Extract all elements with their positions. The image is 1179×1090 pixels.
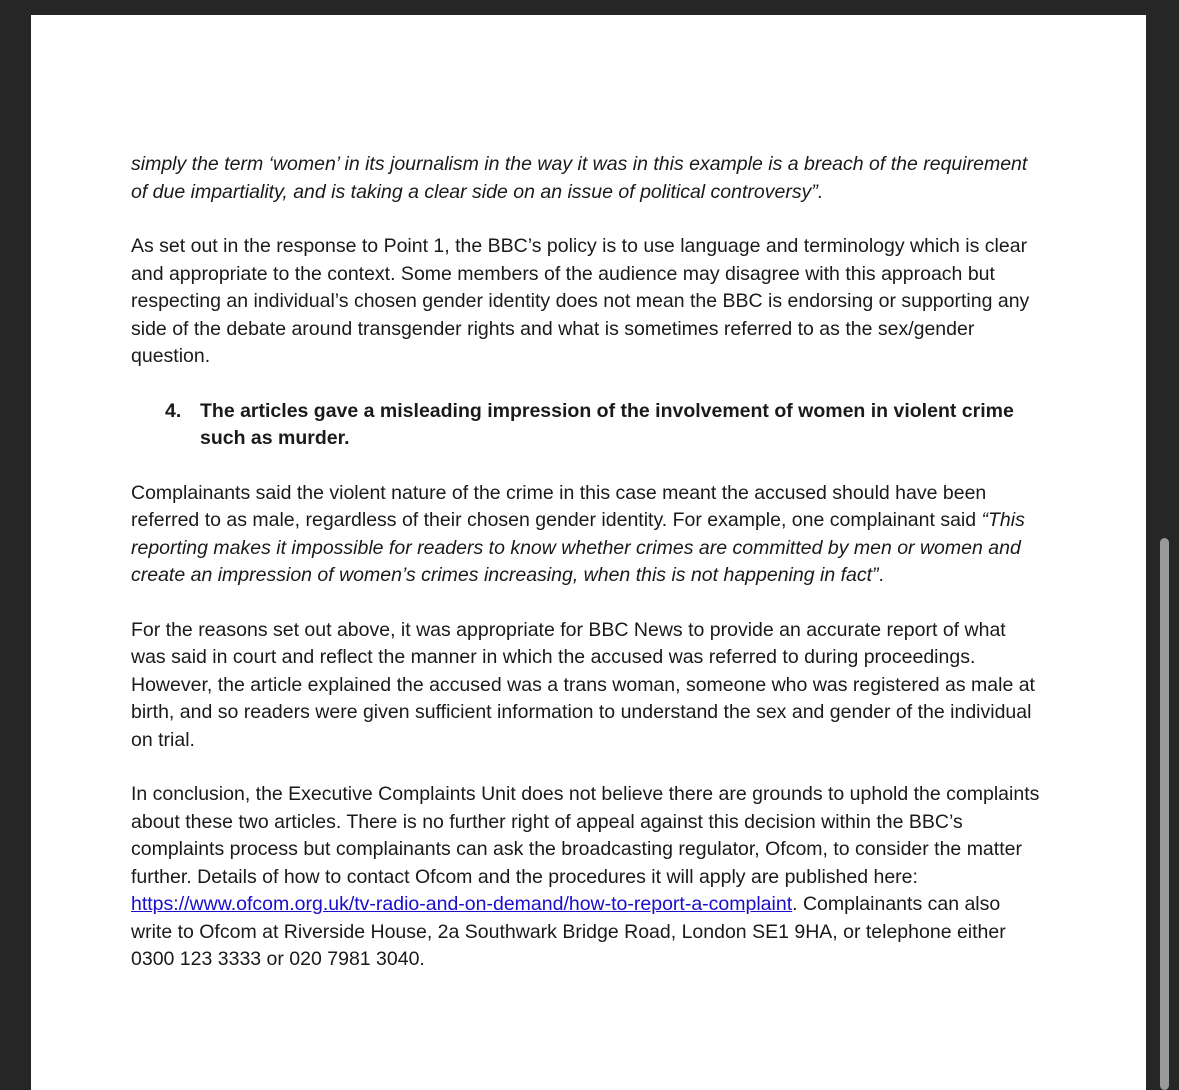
paragraph-spacer: [131, 453, 1041, 480]
conclusion-paragraph: [131, 781, 1041, 974]
complainants-end: .: [878, 564, 884, 586]
conclusion-text: In conclusion, the Executive Complaints Unit does not believe there are grounds to uphold the complaints about these two articles. There is no further right of appeal against this decision within the BBC’s complaints process but complainants can ask the broadcasting regulator, Ofcom, to consider the matter further. Details of how to contact Ofcom and the procedures it will apply are published here:: [131, 783, 1040, 888]
paragraph-spacer: [131, 206, 1041, 233]
reasons-paragraph: For the reasons set out above, it was appropriate for BBC News to provide an accurate report of what was said in court and reflect the manner in which the accused was referred to during proceedings. However, the article explained the accused was a trans woman, someone who was registered as male at birth, and so readers were given sufficient information to understand the sex and gender of the individual on trial.: [131, 618, 1035, 751]
complainants-paragraph: [131, 480, 1041, 590]
ofcom-complaint-link[interactable]: https://www.ofcom.org.uk/tv-radio-and-on-demand/how-to-report-a-complaint: [131, 893, 793, 915]
document-page: [31, 15, 1146, 1090]
point-4-text: The articles gave a misleading impression of the involvement of women in violent crime such as murder.: [200, 399, 1014, 449]
point-4-heading: [131, 398, 1041, 453]
paragraph-spacer: [131, 371, 1041, 398]
conclusion-contact-text: . Complainants can also write to Ofcom at Riverside House, 2a Southwark Bridge Road, London SE1 9HA, or telephone either 0300 123 3333 or 020 7981 3040.: [131, 893, 1006, 970]
page-content: [131, 151, 1041, 974]
intro-quote-paragraph: simply the term ‘women’ in its journalism in the way it was in this example is a breach of the requirement of due impartiality, and is taking a clear side on an issue of political controversy”.: [131, 153, 1028, 203]
complainant-quote: “This reporting makes it impossible for readers to know whether crimes are committed by men or women and create an impression of women’s crimes increasing, when this is not happening in fact”: [131, 509, 1025, 586]
point-4-number: 4.: [165, 399, 182, 422]
complainants-text: Complainants said the violent nature of the crime in this case meant the accused should have been referred to as male, regardless of their chosen gender identity. For example, one complainant said: [131, 481, 987, 531]
policy-paragraph: As set out in the response to Point 1, the BBC’s policy is to use language and terminology which is clear and appropriate to the context. Some members of the audience may disagree with this approach but respecting an individual’s chosen gender identity does not mean the BBC is endorsing or supporting any side of the debate around transgender rights and what is sometimes referred to as the sex/gender question.: [131, 235, 1030, 367]
scrollbar-thumb[interactable]: [1160, 538, 1169, 1090]
paragraph-spacer: [131, 590, 1041, 617]
paragraph-spacer: [131, 754, 1041, 781]
